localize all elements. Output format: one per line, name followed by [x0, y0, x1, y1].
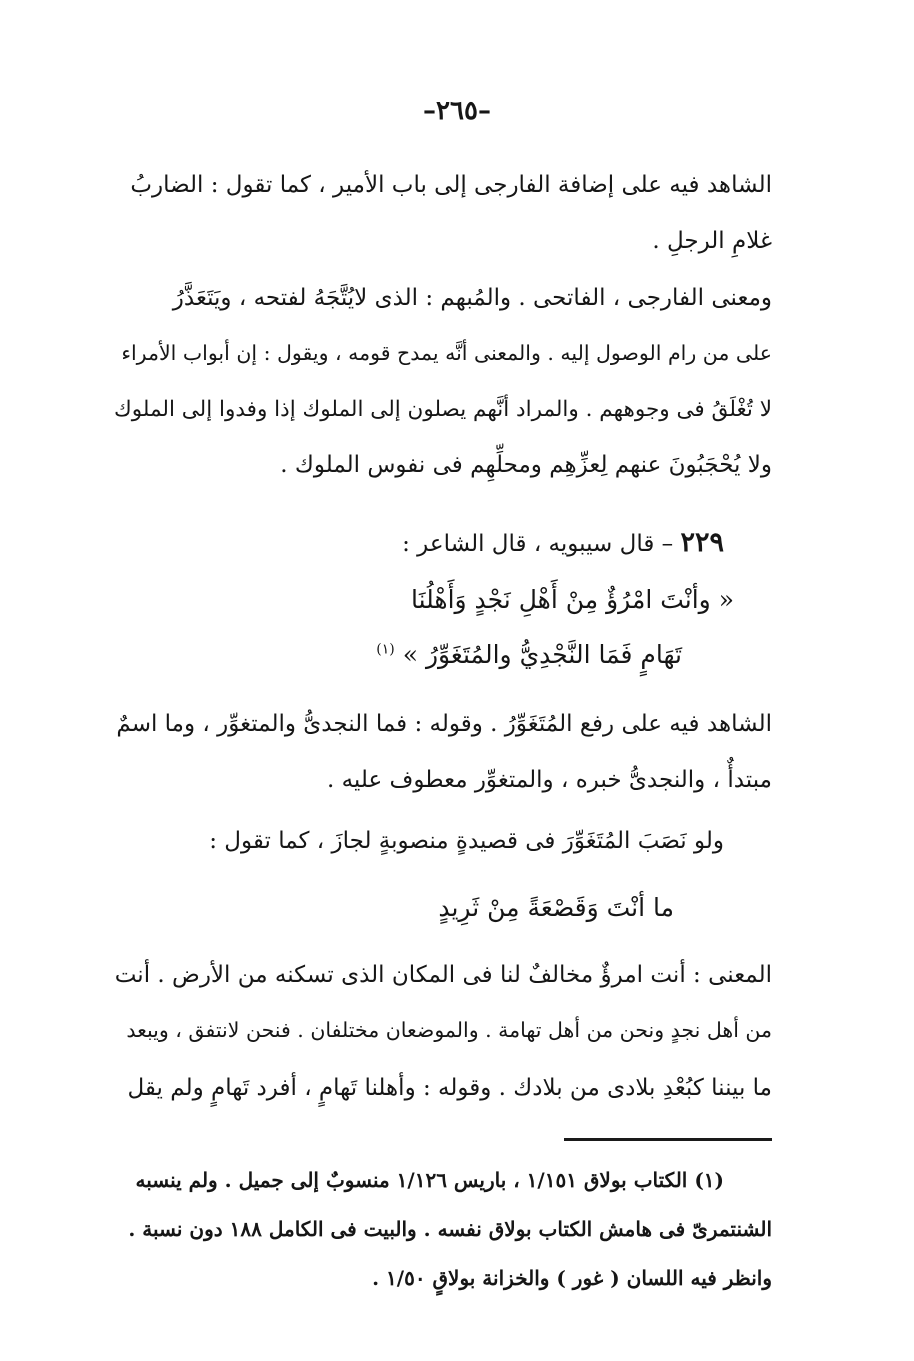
commentary-line: مبتدأٌ ، والنجدىُّ خبره ، والمتغوِّر معطوف عليه .	[326, 767, 772, 793]
commentary-line: ما بيننا كبُعْدِ بلادى من بلادك . وقوله : وأهلنا تَهامٍ ، أفرد تَهامٍ ولم يقل	[127, 1075, 772, 1101]
commentary-line: من أهل نجدٍ ونحن من أهل تهامة . والموضعان مختلفان . فنحن لانتفق ، ويبعد	[126, 1018, 772, 1042]
paragraph-line: ومعنى الفارجى ، الفاتحى . والمُبهم : الذى لايُتَّجَهُ لفتحه ، ويَتَعَذَّرُ	[172, 285, 772, 311]
commentary-line: ولو نَصَبَ المُتَغَوِّرَ فى قصيدةٍ منصوبةٍ لجازَ ، كما تقول :	[209, 828, 724, 854]
paragraph-line: غلامِ الرجلِ .	[652, 228, 772, 254]
paragraph-line: ولا يُحْجَبُونَ عنهم لِعزِّهِم ومحلِّهِم فى نفوس الملوك .	[280, 452, 772, 478]
footnote-line: (١) الكتاب بولاق ١/١٥١ ، باريس ١/١٢٦ منسوبٌ إلى جميل . ولم ينسبه	[135, 1168, 724, 1192]
footnote-separator	[564, 1138, 772, 1141]
verse-text: تَهَامٍ فَمَا النَّجْدِيُّ والمُتَغَوِّرُ »	[402, 640, 682, 669]
footnote-line: الشنتمرىّ فى هامش الكتاب بولاق نفسه . والبيت فى الكامل ١٨٨ دون نسبة .	[128, 1217, 772, 1241]
verse-line: « وأنْتَ امْرُؤٌ مِنْ أَهْلِ نَجْدٍ وَأَهْلُنَا	[410, 585, 734, 614]
paragraph-line: على من رام الوصول إليه . والمعنى أنَّه يمدح قومه ، ويقول : إن أبواب الأمراء	[121, 341, 772, 365]
commentary-line: المعنى : أنت امرؤٌ مخالفٌ لنا فى المكان الذى تسكنه من الأرض . أنت	[114, 962, 772, 988]
entry-number: ٢٢٩	[680, 527, 724, 558]
paragraph-line: لا تُغْلَقُ فى وجوههم . والمراد أنَّهم يصلون إلى الملوك إذا وفدوا إلى الملوك	[114, 397, 772, 422]
commentary-line: الشاهد فيه على رفع المُتَغَوِّرُ . وقوله : فما النجدىُّ والمتغوِّر ، وما اسمٌ	[116, 711, 772, 737]
page-number: –٢٦٥–	[423, 96, 491, 126]
entry-heading	[402, 527, 724, 558]
footnote-line: وانظر فيه اللسان ( غور ) والخزانة بولاقٍ ١/٥٠ .	[372, 1266, 772, 1290]
example-verse: ما أنْتَ وَقَصْعَةً مِنْ ثَرِيدٍ	[438, 893, 674, 922]
footnote-reference: (١)	[376, 641, 395, 658]
verse-line	[376, 640, 682, 669]
entry-intro: – قال سيبويه ، قال الشاعر :	[402, 531, 674, 557]
paragraph-line: الشاهد فيه على إضافة الفارجى إلى باب الأمير ، كما تقول : الضاربُ	[130, 172, 772, 198]
